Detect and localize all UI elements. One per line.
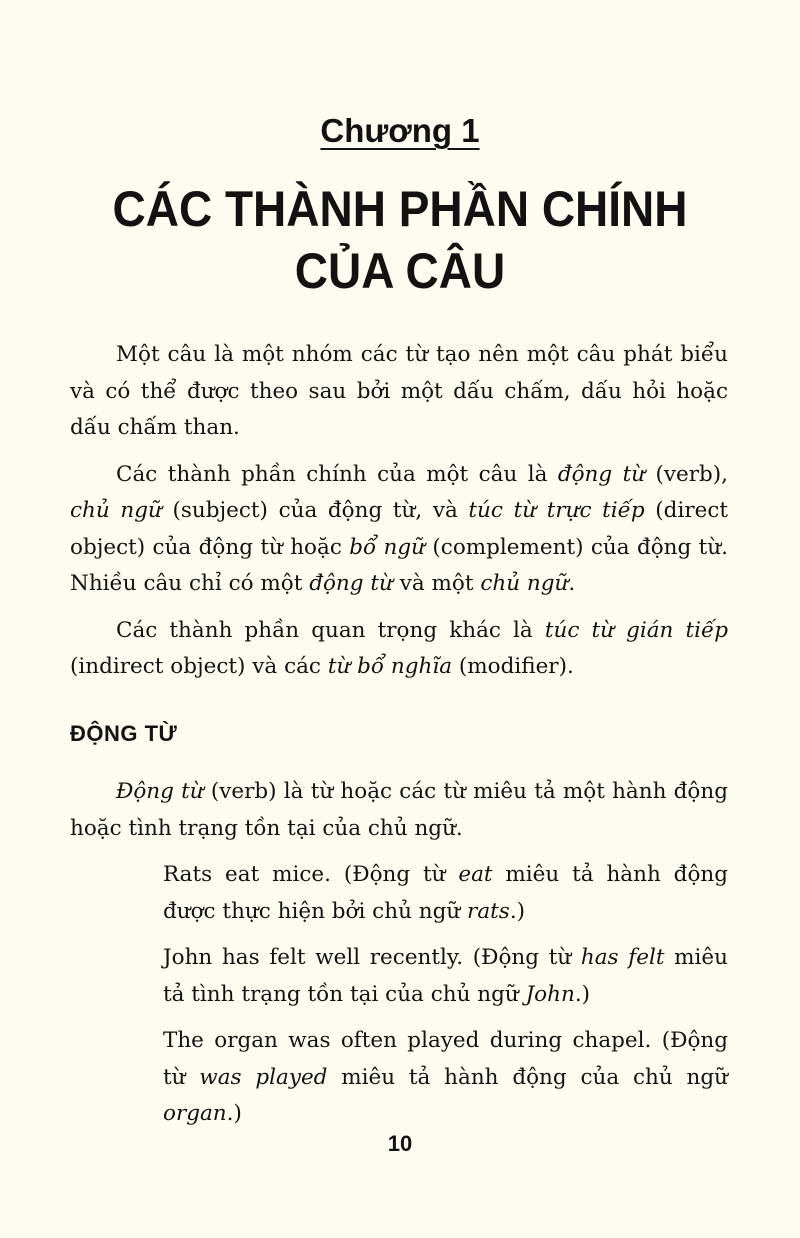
text-run: .) — [509, 898, 526, 924]
italic-term: chủ ngữ — [70, 498, 162, 523]
chapter-title-line-2: CỦA CÂU — [294, 243, 506, 299]
text-run: (subject) của động từ, và — [161, 498, 469, 523]
text-run: (verb) là từ hoặc các từ miêu tả một hành động hoặc tình trạng tồn tại của chủ ngữ. — [70, 779, 728, 841]
chapter-label-text: Chương 1 — [320, 112, 480, 149]
italic-term: động từ — [557, 461, 646, 487]
paragraph — [70, 337, 728, 447]
text-run: (modifier). — [452, 654, 574, 679]
italic-term: organ — [163, 1101, 227, 1126]
text-run: (complement) của động từ. Nhiều câu chỉ có một — [70, 534, 728, 596]
text-run: .) — [226, 1101, 242, 1126]
text-run: Các thành phần quan trọng khác là — [116, 617, 545, 643]
example-sentence — [163, 857, 728, 930]
italic-term: has felt — [580, 945, 665, 970]
text-run: .) — [574, 981, 591, 1007]
section-intro-paragraph — [70, 774, 728, 847]
italic-term: was played — [199, 1064, 328, 1090]
italic-term: túc từ trực tiếp — [468, 498, 645, 523]
italic-term: John — [525, 981, 575, 1007]
text-run: The organ was often played during chapel. (Động từ — [163, 1028, 728, 1090]
example-sentence — [163, 940, 728, 1013]
text-run: (verb), — [645, 461, 729, 487]
section-heading: ĐỘNG TỪ — [70, 720, 178, 746]
example-sentence — [163, 1023, 728, 1133]
text-run: và một — [392, 571, 481, 596]
text-run: John has felt well recently. (Động từ — [163, 945, 581, 970]
italic-term: Động từ — [116, 779, 204, 804]
paragraph — [70, 457, 728, 603]
chapter-label — [0, 112, 800, 150]
text-run: Các thành phần chính của một câu là — [116, 461, 558, 487]
text-run: Rats eat mice. (Động từ — [163, 862, 459, 887]
italic-term: rats — [467, 898, 510, 924]
text-run: . — [568, 571, 576, 596]
chapter-title-line-1: CÁC THÀNH PHẦN CHÍNH — [112, 181, 688, 237]
text-run: (direct object) của động từ hoặc — [70, 498, 728, 560]
italic-term: eat — [458, 862, 493, 887]
text-run: (indirect object) và các — [70, 654, 328, 679]
chapter-title — [32, 178, 768, 302]
italic-term: túc từ gián tiếp — [544, 617, 728, 643]
text-run: miêu tả hành động của chủ ngữ — [327, 1064, 728, 1090]
paragraph — [70, 613, 728, 686]
text-run: Một câu là một nhóm các từ tạo nên một câu phát biểu và có thể được theo sau bởi một dấu chấm, dấu hỏi hoặc dấu chấm than. — [70, 342, 728, 440]
italic-term: chủ ngữ — [480, 571, 569, 596]
italic-term: động từ — [309, 571, 393, 596]
text-run: miêu tả hành động được thực hiện bởi chủ ngữ — [163, 862, 728, 924]
italic-term: từ bổ nghĩa — [327, 654, 453, 679]
text-run: miêu tả tình trạng tồn tại của chủ ngữ — [163, 945, 728, 1007]
page-number: 10 — [387, 1131, 413, 1156]
italic-term: bổ ngữ — [349, 534, 426, 560]
body-text — [70, 337, 728, 1143]
